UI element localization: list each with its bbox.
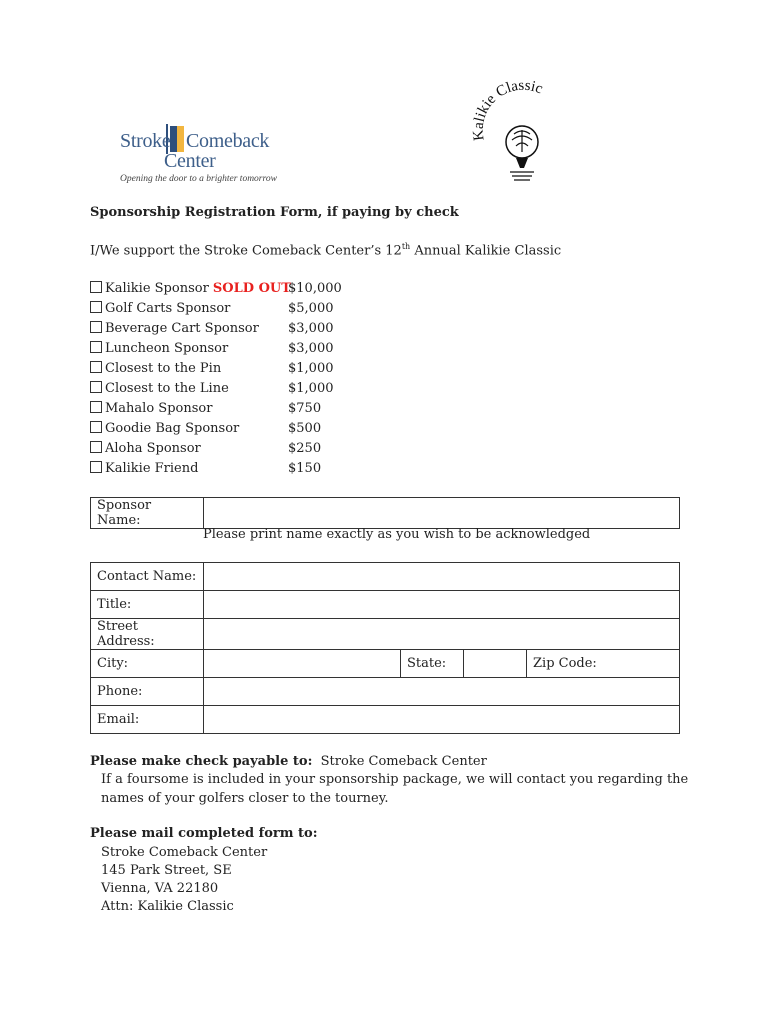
option-aloha[interactable]: Aloha Sponsor bbox=[90, 439, 201, 459]
price: $150 bbox=[288, 461, 322, 476]
payment-heading: Please make check payable to: bbox=[90, 754, 313, 769]
payee: Stroke Comeback Center bbox=[312, 754, 487, 769]
email-label: Email: bbox=[91, 706, 204, 734]
state-label: State: bbox=[401, 650, 464, 678]
contact-table bbox=[90, 562, 680, 734]
option-kalikie-friend[interactable]: Kalikie Friend bbox=[90, 459, 198, 479]
email-field[interactable] bbox=[204, 706, 680, 734]
phone-label: Phone: bbox=[91, 678, 204, 706]
intro-line: I/We support the Stroke Comeback Center’s 12th Annual Kalikie Classic bbox=[90, 242, 562, 259]
contact-name-label: Contact Name: bbox=[91, 563, 204, 591]
street-address-field[interactable] bbox=[204, 619, 680, 650]
sponsor-name-note: Please print name exactly as you wish to be acknowledged bbox=[203, 527, 591, 542]
mail-address-line: 145 Park Street, SE bbox=[101, 863, 232, 878]
payment-note-line1: If a foursome is included in your sponsorship package, we will contact you regarding the bbox=[101, 772, 689, 787]
mail-heading: Please mail completed form to: bbox=[90, 826, 318, 841]
logo-tagline: Opening the door to a brighter tomorrow bbox=[120, 174, 277, 184]
price: $5,000 bbox=[288, 301, 334, 316]
price: $3,000 bbox=[288, 321, 334, 336]
golf-ball-palm-icon bbox=[506, 126, 538, 180]
checkbox[interactable] bbox=[90, 401, 102, 413]
zip-code-group[interactable] bbox=[527, 650, 680, 678]
mail-address-line: Attn: Kalikie Classic bbox=[101, 899, 234, 914]
mail-address-line: Stroke Comeback Center bbox=[101, 845, 268, 860]
price: $1,000 bbox=[288, 361, 334, 376]
option-golf-carts[interactable]: Golf Carts Sponsor bbox=[90, 299, 230, 319]
sponsor-name-table bbox=[90, 497, 680, 529]
stroke-comeback-center-logo bbox=[120, 122, 290, 188]
price: $250 bbox=[288, 441, 322, 456]
checkbox[interactable] bbox=[90, 461, 102, 473]
option-kalikie-sponsor[interactable]: Kalikie Sponsor SOLD OUT bbox=[90, 279, 291, 299]
price: $3,000 bbox=[288, 341, 334, 356]
title-label: Title: bbox=[91, 591, 204, 619]
phone-field[interactable] bbox=[204, 678, 680, 706]
state-field[interactable] bbox=[464, 650, 527, 678]
mail-address-line: Vienna, VA 22180 bbox=[101, 881, 219, 896]
kalikie-classic-logo bbox=[470, 80, 570, 190]
price: $1,000 bbox=[288, 381, 334, 396]
street-address-label: Street Address: bbox=[91, 619, 204, 650]
checkbox[interactable] bbox=[90, 381, 102, 393]
price: $750 bbox=[288, 401, 322, 416]
city-field[interactable] bbox=[204, 650, 401, 678]
option-closest-line[interactable]: Closest to the Line bbox=[90, 379, 229, 399]
checkbox[interactable] bbox=[90, 421, 102, 433]
checkbox[interactable] bbox=[90, 301, 102, 313]
checkbox[interactable] bbox=[90, 281, 102, 293]
logo-word-comeback: Comeback bbox=[186, 130, 270, 152]
option-goodie-bag[interactable]: Goodie Bag Sponsor bbox=[90, 419, 239, 439]
form-title: Sponsorship Registration Form, if paying by check bbox=[90, 205, 459, 220]
checkbox[interactable] bbox=[90, 441, 102, 453]
option-mahalo[interactable]: Mahalo Sponsor bbox=[90, 399, 212, 419]
contact-name-field[interactable] bbox=[204, 563, 680, 591]
option-luncheon[interactable]: Luncheon Sponsor bbox=[90, 339, 228, 359]
title-field[interactable] bbox=[204, 591, 680, 619]
price: $10,000 bbox=[288, 281, 342, 296]
zip-code-label: Zip Code: bbox=[533, 656, 597, 671]
checkbox[interactable] bbox=[90, 321, 102, 333]
payment-line bbox=[90, 753, 487, 771]
checkbox[interactable] bbox=[90, 341, 102, 353]
checkbox[interactable] bbox=[90, 361, 102, 373]
city-label: City: bbox=[91, 650, 204, 678]
logo-word-center: Center bbox=[164, 150, 216, 172]
option-closest-pin[interactable]: Closest to the Pin bbox=[90, 359, 221, 379]
payment-note-line2: names of your golfers closer to the tourney. bbox=[101, 791, 389, 806]
sponsor-name-label: Sponsor Name: bbox=[91, 498, 204, 529]
logo-arc-text: Kalikie Classic bbox=[470, 80, 545, 142]
sold-out-badge: SOLD OUT bbox=[212, 281, 291, 296]
option-beverage-cart[interactable]: Beverage Cart Sponsor bbox=[90, 319, 259, 339]
price: $500 bbox=[288, 421, 322, 436]
logo-word-stroke: Stroke bbox=[120, 130, 171, 152]
sponsor-name-field[interactable] bbox=[204, 498, 680, 529]
